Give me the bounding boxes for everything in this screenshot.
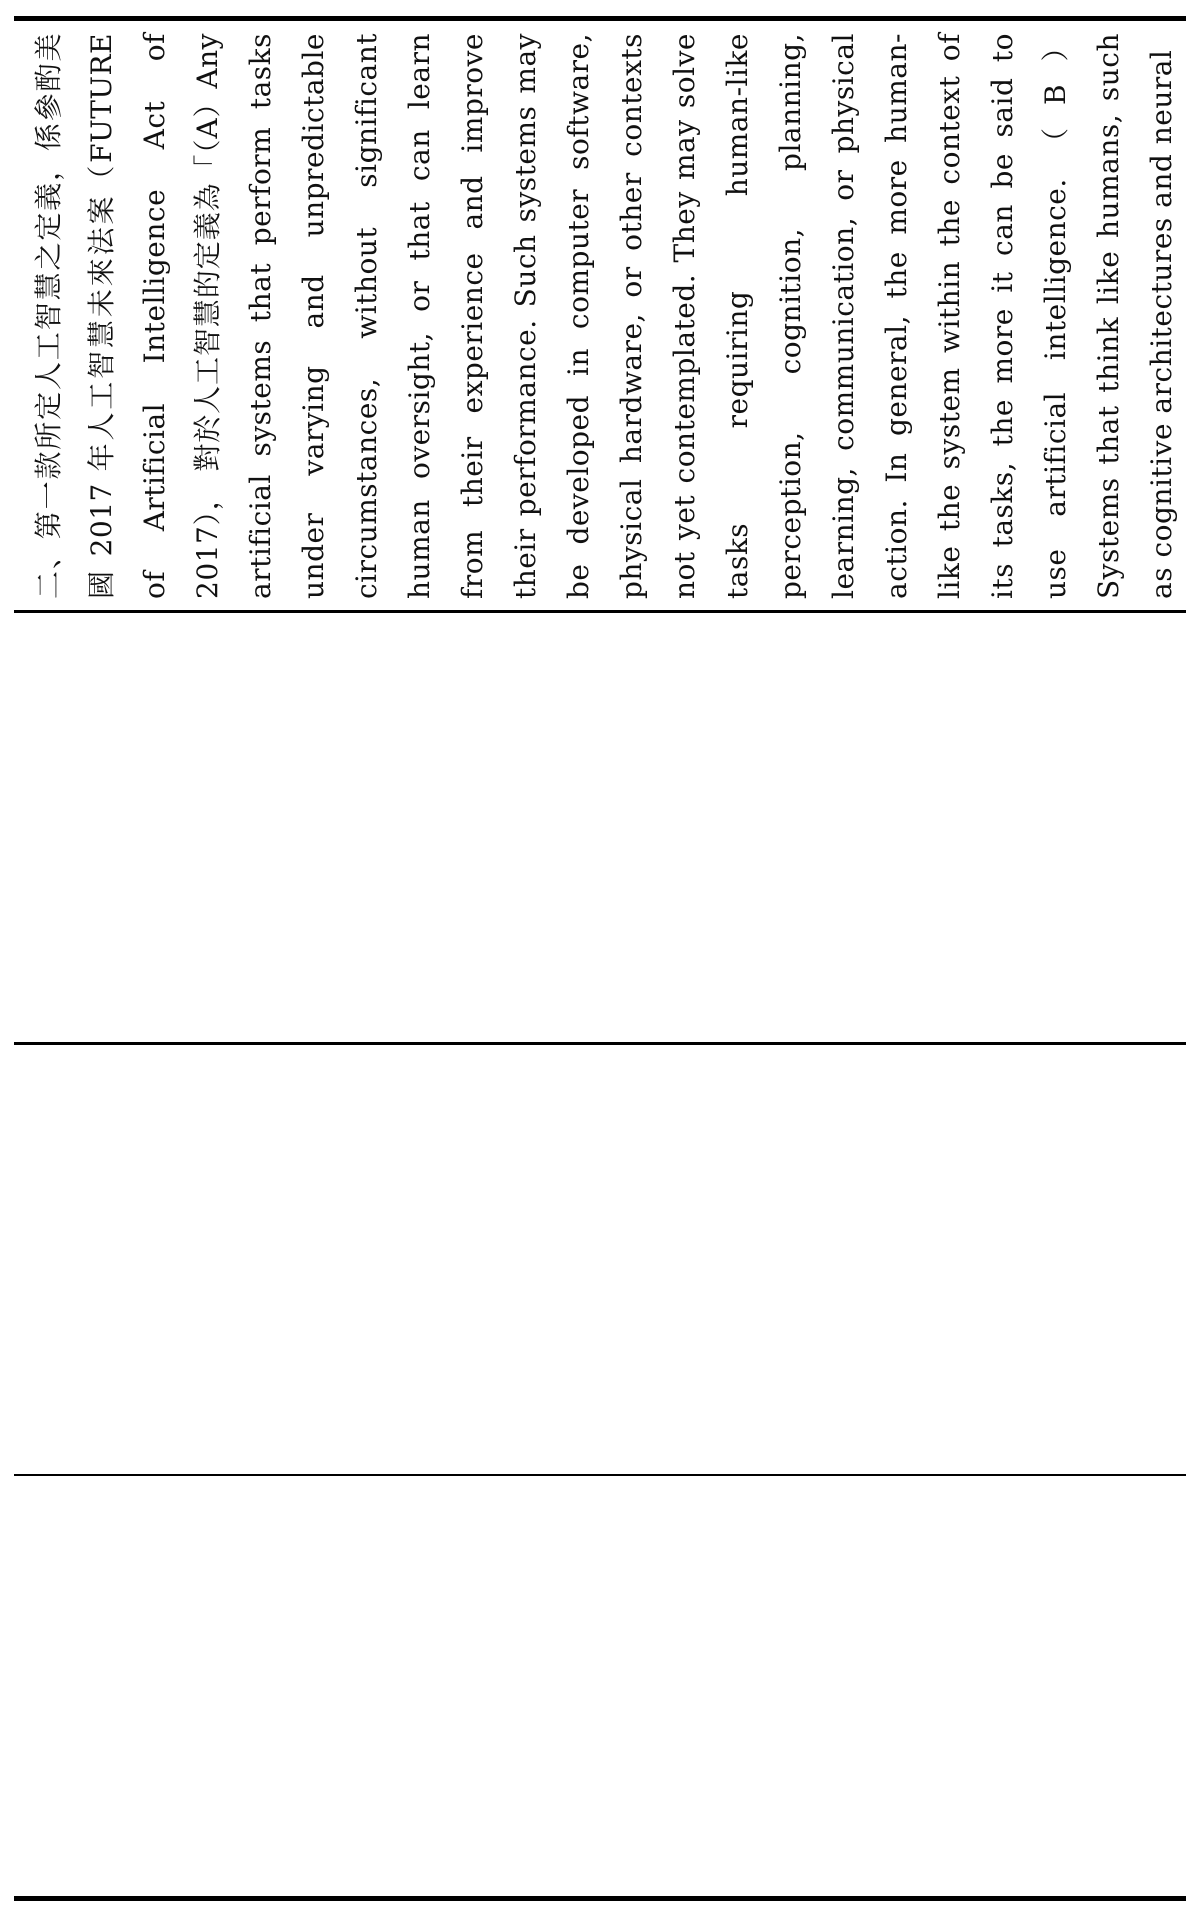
table-cell-empty — [14, 1476, 1186, 1896]
table-bottom-border — [14, 1896, 1186, 1901]
explanation-paragraph: 二、第一款所定人工智慧之定義，係參酌美國 2017 年人工智慧未來法案（FUTURE of Artificial Intelligence Act of 2017）， 對於人工智慧的定義為「（A）Any artificial systems that perform tasks under varying and unpredictable circumstances, without significant human oversight, or that can learn from their experience and improve their performance. Such systems may be developed in computer software, physical hardware, or other contexts not yet contemplated. They may solve tasks requiring human-like perception, cognition, planning, learning, communication, or physical action. In general, the more human-like the system within the context of its tasks, the more it can be said to use artificial intelligence.（B）Systems that think like humans, such as cognitive architectures and neural — [32, 33, 1178, 599]
table-cell-empty — [14, 1045, 1186, 1474]
rotated-text-block — [22, 33, 1182, 599]
table-top-border — [14, 16, 1186, 21]
table-cell-explanation — [22, 24, 1182, 608]
table-cell-empty — [14, 613, 1186, 1042]
